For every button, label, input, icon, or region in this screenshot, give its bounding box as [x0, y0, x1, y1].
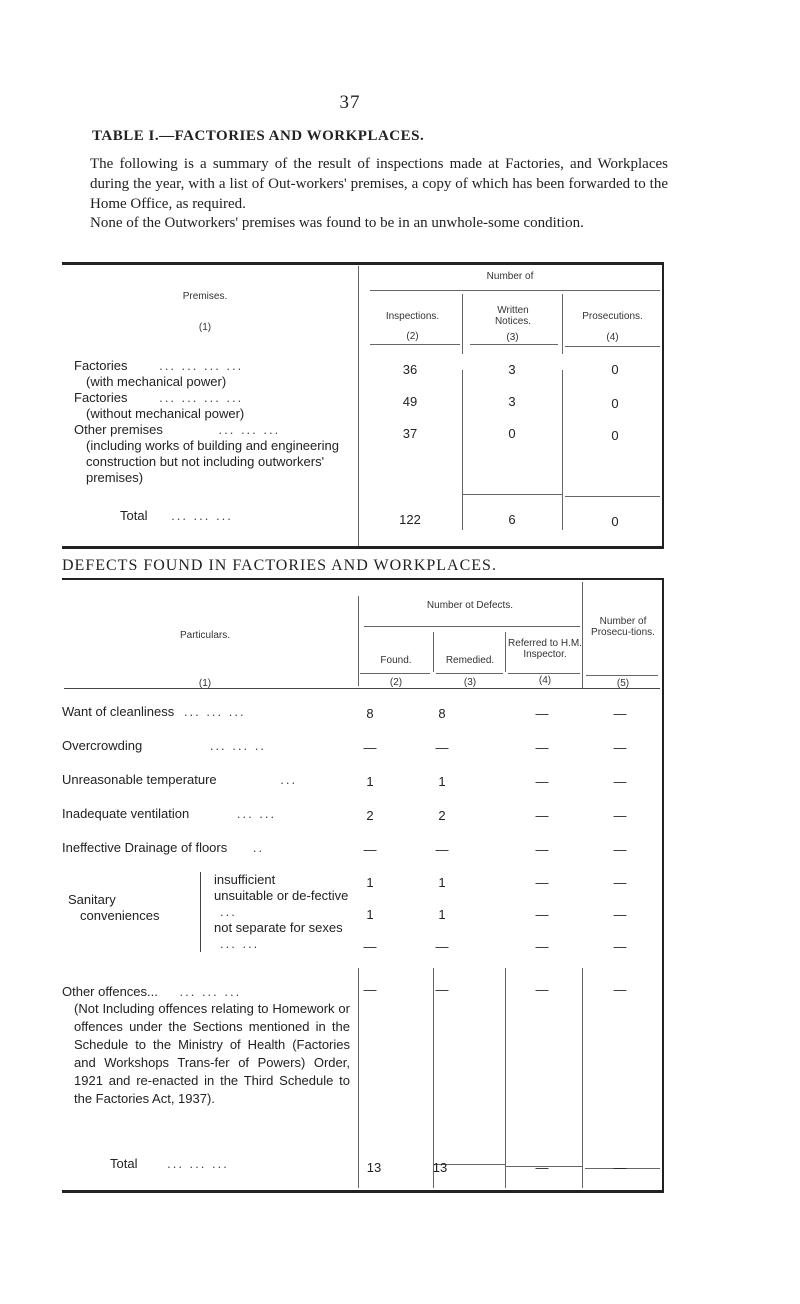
remedied-value: 1: [438, 875, 446, 890]
referred-value: —: [535, 907, 549, 922]
total-prosecutions: 0: [611, 514, 619, 529]
leader-dots: ... ... ...: [179, 984, 242, 999]
prosecutions-value: —: [613, 774, 627, 789]
notices-col-num: (3): [506, 332, 519, 343]
number-of-header: Number of: [486, 271, 534, 282]
found-value: 1: [366, 907, 374, 922]
leader-dots: ...: [220, 904, 237, 919]
leader-dots: ... ... ... ...: [159, 390, 244, 405]
sanitary-label-2: conveniences: [80, 908, 160, 923]
leader-dots: ... ...: [236, 806, 277, 821]
total-referred: —: [535, 1160, 549, 1175]
row-label: not separate for sexes: [214, 920, 343, 935]
table-row: [62, 840, 358, 856]
remedied-value: 1: [438, 774, 446, 789]
row-sublabel: (without mechanical power): [86, 406, 245, 421]
total-row: [110, 1156, 356, 1172]
table-row: [74, 358, 354, 374]
inspections-value: 49: [402, 394, 418, 409]
referred-value: —: [535, 740, 549, 755]
remedied-value: 1: [438, 907, 446, 922]
remedied-col-num: (3): [463, 677, 477, 688]
other-offences-note: (Not Including offences relating to Homework or offences under the Sections mentioned in the Schedule to the Ministry of Health (Factories and Workshops Trans-fer of Powers) Order, 1921 and re-enacted in the Third Schedule to the Factories Act, 1937).: [74, 1001, 350, 1106]
total-prosecutions: —: [613, 1160, 627, 1175]
prosecutions-header: Number of Prosecu-tions.: [591, 616, 655, 638]
table-row: [62, 984, 358, 1000]
found-header: Found.: [380, 655, 412, 666]
leader-dots: ...: [280, 772, 298, 787]
row-label: Other premises: [74, 422, 163, 437]
row-label: Overcrowding: [62, 738, 143, 753]
row-label: Factories: [74, 390, 128, 405]
table-row: [62, 738, 358, 754]
prosecutions-value: —: [613, 982, 627, 997]
table-row: [74, 422, 354, 438]
table1-top-rule: [62, 262, 662, 265]
referred-value: —: [535, 842, 549, 857]
remedied-header: Remedied.: [445, 655, 495, 666]
particulars-col-num: (1): [198, 678, 212, 689]
prosecutions-value: —: [613, 808, 627, 823]
total-label: Total: [120, 508, 148, 523]
table-row: [62, 772, 358, 788]
leader-dots: ... ... ...: [218, 422, 281, 437]
prosecutions-value: 0: [611, 396, 619, 411]
table1-bottom-rule: [62, 546, 664, 549]
row-label: Factories: [74, 358, 128, 373]
sanitary-item: insufficient: [214, 872, 276, 887]
found-value: —: [363, 939, 377, 954]
table1-right-border: [662, 262, 664, 548]
sanitary-item: [214, 888, 354, 920]
defects-header: Number ot Defects.: [426, 600, 514, 611]
leader-dots: ... ...: [220, 936, 260, 951]
found-value: —: [363, 982, 377, 997]
prosecutions-col-num: (5): [616, 678, 630, 689]
referred-value: —: [535, 808, 549, 823]
total-row: [120, 508, 360, 524]
remedied-value: —: [435, 982, 449, 997]
sanitary-item: [214, 920, 354, 952]
table-row: [74, 390, 354, 406]
inspections-header: Inspections.: [385, 311, 440, 322]
found-value: 1: [366, 774, 374, 789]
remedied-value: —: [435, 939, 449, 954]
remedied-value: 2: [438, 808, 446, 823]
premises-col-num: (1): [198, 322, 212, 333]
leader-dots: ..: [252, 840, 265, 855]
referred-value: —: [535, 875, 549, 890]
written-notices-header: Written Notices.: [494, 305, 532, 327]
total-inspections: 122: [399, 512, 421, 527]
total-found: 13: [366, 1160, 382, 1175]
prosecutions-value: —: [613, 740, 627, 755]
particulars-header: Particulars.: [179, 630, 230, 641]
prosecutions-col-num: (4): [606, 332, 619, 343]
section-title: DEFECTS FOUND IN FACTORIES AND WORKPLACES.: [62, 557, 497, 574]
prosecutions-header: Prosecutions.: [582, 311, 643, 322]
row-label: Want of cleanliness: [62, 704, 175, 719]
table-row: [62, 704, 358, 720]
leader-dots: ... ... ...: [167, 1156, 229, 1171]
premises-header: Premises.: [182, 291, 228, 302]
referred-col-num: (4): [538, 675, 552, 686]
sanitary-label-1: Sanitary: [68, 892, 116, 907]
row-sublabel: (with mechanical power): [86, 374, 227, 389]
found-value: —: [363, 740, 377, 755]
referred-value: —: [535, 774, 549, 789]
prosecutions-value: —: [613, 842, 627, 857]
total-remedied: 13: [432, 1160, 448, 1175]
prosecutions-value: —: [613, 939, 627, 954]
inspections-value: 37: [402, 426, 418, 441]
inspections-col-num: (2): [406, 331, 419, 342]
page-title: TABLE I.—FACTORIES AND WORKPLACES.: [92, 128, 425, 144]
row-sublabel: (including works of building and engineering construction but not including outworkers' premises): [86, 438, 339, 485]
brace: [200, 872, 207, 952]
referred-header: Referred to H.M. Inspector.: [508, 638, 582, 660]
row-label: unsuitable or de-fective: [214, 888, 349, 903]
referred-value: —: [535, 982, 549, 997]
total-label: Total: [110, 1156, 138, 1171]
prosecutions-value: 0: [611, 362, 619, 377]
inspections-value: 36: [402, 362, 418, 377]
summary-paragraph: The following is a summary of the result of inspections made at Factories, and Workplaces during the year, with a list of Out-workers' premises, a copy of which has been forwarded to the Home Office, as required.: [90, 156, 668, 212]
notices-value: 3: [508, 394, 516, 409]
prosecutions-value: —: [613, 907, 627, 922]
notices-value: 3: [508, 362, 516, 377]
page-number: 37: [339, 92, 361, 113]
prosecutions-value: 0: [611, 428, 619, 443]
leader-dots: ... ... ...: [171, 508, 233, 523]
total-notices: 6: [508, 512, 516, 527]
remedied-value: 8: [438, 706, 446, 721]
referred-value: —: [535, 939, 549, 954]
prosecutions-value: —: [613, 875, 627, 890]
prosecutions-value: —: [613, 706, 627, 721]
table-row: [62, 806, 358, 822]
found-col-num: (2): [389, 677, 403, 688]
found-value: 1: [366, 875, 374, 890]
outworkers-paragraph: None of the Outworkers' premises was found to be in an unwhole-some condition.: [90, 215, 584, 231]
found-value: 2: [366, 808, 374, 823]
leader-dots: ... ... ..: [209, 738, 266, 753]
remedied-value: —: [435, 740, 449, 755]
row-label: Ineffective Drainage of floors: [62, 840, 228, 855]
leader-dots: ... ... ... ...: [159, 358, 244, 373]
found-value: 8: [366, 706, 374, 721]
found-value: —: [363, 842, 377, 857]
notices-value: 0: [508, 426, 516, 441]
leader-dots: ... ... ...: [183, 704, 246, 719]
remedied-value: —: [435, 842, 449, 857]
row-label: Unreasonable temperature: [62, 772, 217, 787]
row-label: Other offences...: [62, 984, 158, 999]
referred-value: —: [535, 706, 549, 721]
row-label: Inadequate ventilation: [62, 806, 190, 821]
